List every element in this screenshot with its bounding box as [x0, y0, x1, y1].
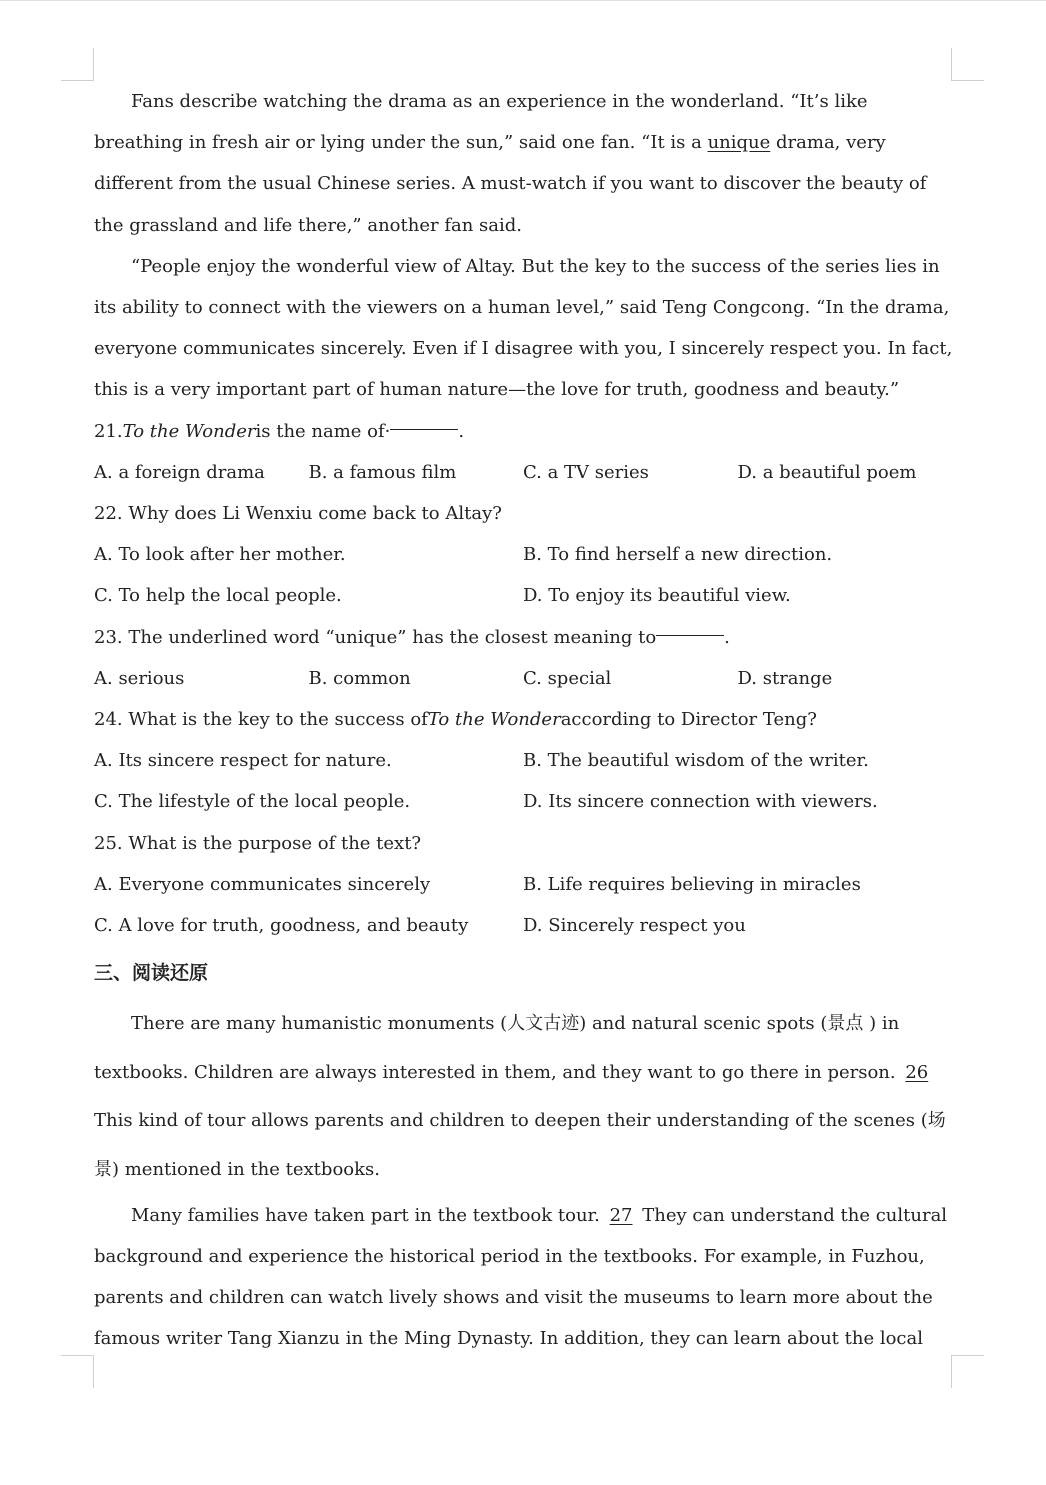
question-22-options-row-2 — [94, 575, 956, 616]
crop-mark-bottom-right — [951, 1355, 984, 1388]
question-25-options-row-1 — [94, 864, 956, 905]
paragraph-text: Fans describe watching the drama as an experience in the wonderland. “It’s like breathing in fresh air or lying under the sun,” said one fan. “It is a — [94, 91, 868, 154]
option-d: D. Sincerely respect you — [523, 915, 746, 937]
option-d: D. strange — [737, 667, 833, 689]
option-c: C. To help the local people. — [94, 585, 342, 607]
option-d: D. Its sincere connection with viewers. — [523, 791, 878, 813]
option-b: B. a famous film — [308, 461, 457, 483]
answer-blank — [656, 617, 724, 636]
option-b: B. Life requires believing in miracles — [523, 873, 861, 895]
crop-mark-top-right — [951, 48, 984, 81]
option-c: C. The lifestyle of the local people. — [94, 791, 411, 813]
page-top-rule — [0, 0, 1046, 1]
question-23-options — [94, 658, 956, 699]
question-22-stem: 22. Why does Li Wenxiu come back to Altay? — [94, 503, 502, 525]
underlined-word: unique — [707, 132, 771, 154]
option-b: B. common — [308, 667, 411, 689]
question-text: according to Director Teng? — [560, 709, 817, 731]
question-21-stem — [94, 411, 956, 452]
paragraph-text: This kind of tour allows parents and children to deepen their understanding of the scenes (场景) mentioned in the textbooks. — [94, 1110, 946, 1181]
question-25-options-row-2 — [94, 905, 956, 946]
question-text: 24. What is the key to the success of — [94, 709, 428, 731]
option-c: C. special — [523, 667, 612, 689]
paragraph-text: There are many humanistic monuments (人文古迹) and natural scenic spots (景点 ) in textbooks. Children are always interested in them, and they want to go there in person. — [94, 1013, 902, 1083]
question-number: 21. — [94, 420, 123, 442]
option-a: A. Everyone communicates sincerely — [94, 873, 431, 895]
passage-paragraph-2: “People enjoy the wonderful view of Altay. But the key to the success of the series lies in its ability to connect with the viewers on a human level,” said Teng Congcong. “In the drama, everyone communicates sincerely. Even if I disagree with you, I sincerely respect you. In fact, this is a very important part of human nature—the love for truth, goodness and beauty.” — [94, 255, 953, 401]
italic-title: To the Wonder — [427, 709, 561, 731]
question-21-options — [94, 452, 956, 493]
option-a: A. a foreign drama — [94, 461, 265, 483]
option-d: D. a beautiful poem — [737, 461, 917, 483]
question-23-stem — [94, 617, 956, 658]
italic-title: To the Wonder — [122, 420, 256, 442]
paragraph-text: Many families have taken part in the textbook tour. — [131, 1204, 606, 1226]
numbered-blank-26: 26 — [905, 1061, 929, 1083]
option-c: C. A love for truth, goodness, and beauty — [94, 915, 469, 937]
question-24-options-row-1 — [94, 740, 956, 781]
question-text: is the name of· — [255, 420, 391, 442]
section-heading: 三、阅读还原 — [94, 962, 209, 985]
answer-blank — [390, 411, 458, 430]
question-end: . — [724, 626, 730, 648]
crop-mark-bottom-left — [61, 1355, 94, 1388]
paragraph-text: drama, very different from the usual Chinese series. A must-watch if you want to discover the beauty of the grassland and life there,” another fan said. — [94, 132, 927, 236]
option-a: A. Its sincere respect for nature. — [94, 750, 392, 772]
question-text: 23. The underlined word “unique” has the closest meaning to — [94, 626, 657, 648]
question-24-options-row-2 — [94, 781, 956, 822]
numbered-blank-27: 27 — [609, 1204, 633, 1226]
question-end: . — [458, 420, 465, 442]
option-d: D. To enjoy its beautiful view. — [523, 585, 791, 607]
option-a: A. serious — [94, 667, 185, 689]
crop-mark-top-left — [61, 48, 94, 81]
question-24-stem — [94, 699, 956, 740]
question-22-options-row-1 — [94, 534, 956, 575]
option-c: C. a TV series — [523, 461, 649, 483]
document-body — [94, 81, 956, 1359]
option-b: B. To find herself a new direction. — [523, 544, 833, 566]
question-25-stem: 25. What is the purpose of the text? — [94, 832, 422, 854]
section3-paragraph-2 — [94, 1195, 956, 1360]
option-a: A. To look after her mother. — [94, 544, 346, 566]
section3-paragraph-1 — [94, 1000, 956, 1194]
option-b: B. The beautiful wisdom of the writer. — [523, 750, 869, 772]
paragraph-text: They can understand the cultural background and experience the historical period in the textbooks. For example, in Fuzhou, parents and children can watch lively shows and visit the museums to learn more about the famous writer Tang Xianzu in the Ming Dynasty. In addition, they can learn about the local — [94, 1204, 948, 1350]
passage-paragraph-1 — [94, 81, 956, 246]
